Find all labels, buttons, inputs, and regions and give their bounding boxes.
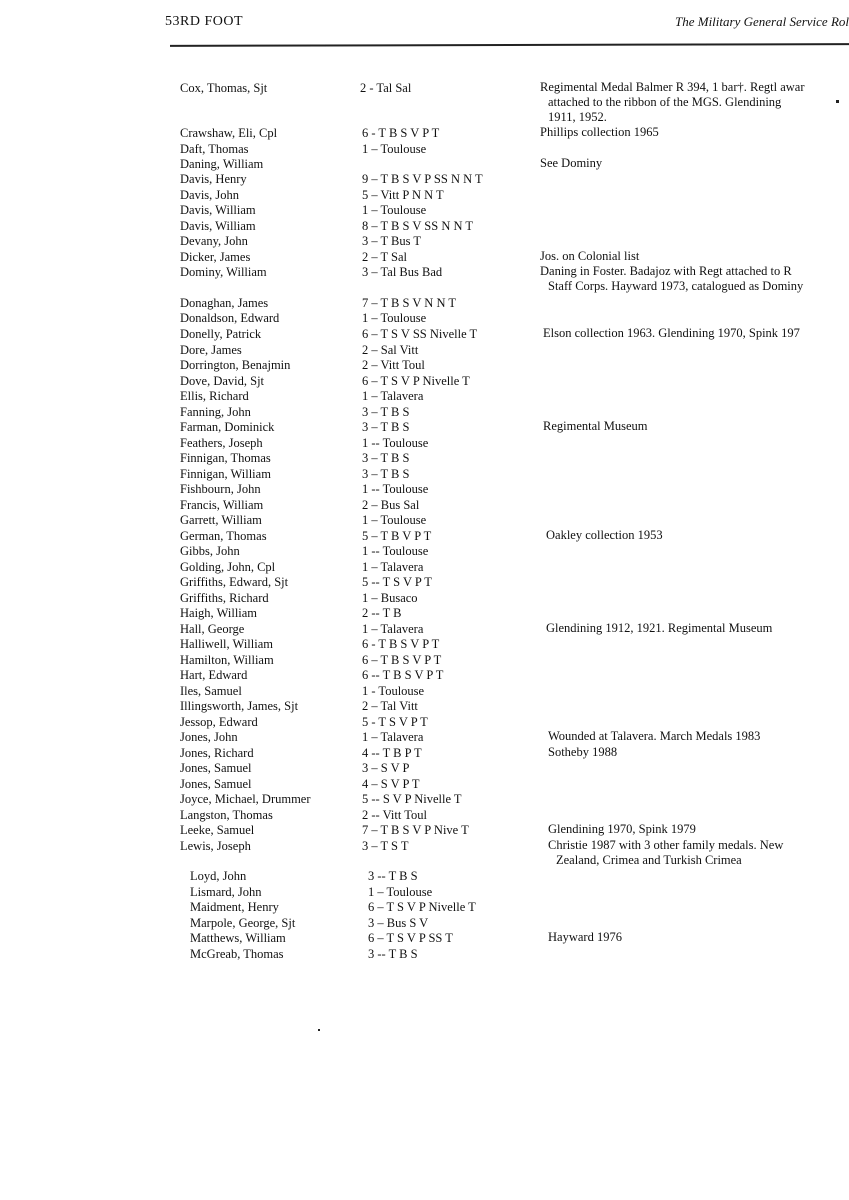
soldier-name: Daning, William	[180, 157, 264, 171]
soldier-name: Finnigan, Thomas	[180, 451, 271, 465]
note-line: Regimental Museum	[543, 419, 648, 433]
clasps: 3 -- T B S	[368, 947, 418, 961]
clasps: 2 - Tal Sal	[360, 81, 412, 95]
clasps: 3 – T B S	[362, 451, 410, 465]
roll-entry	[0, 590, 849, 606]
clasps: 2 – Vitt Toul	[362, 358, 425, 372]
soldier-name: Marpole, George, Sjt	[190, 916, 296, 930]
clasps: 2 – Tal Vitt	[362, 699, 418, 713]
soldier-name: Fishbourn, John	[180, 482, 261, 496]
roll-entry	[0, 868, 849, 884]
clasps: 6 - T B S V P T	[362, 637, 440, 651]
soldier-name: Lismard, John	[190, 885, 262, 899]
clasps: 3 – Bus S V	[368, 916, 429, 930]
clasps: 1 – Busaco	[362, 591, 418, 605]
clasps: 1 – Talavera	[362, 560, 424, 574]
clasps: 3 – T B S	[362, 467, 410, 481]
roll-entry	[0, 388, 849, 404]
soldier-name: Loyd, John	[190, 869, 247, 883]
provenance-note	[546, 528, 663, 543]
clasps: 2 – T Sal	[362, 250, 408, 264]
roll-entry	[0, 202, 849, 218]
clasps: 6 – T S V P Nivelle T	[368, 900, 476, 914]
clasps: 2 -- T B	[362, 606, 402, 620]
provenance-note	[540, 80, 805, 125]
roll-entry	[0, 233, 849, 249]
roll-entry	[0, 404, 849, 420]
clasps: 2 -- Vitt Toul	[362, 808, 427, 822]
clasps: 3 – Tal Bus Bad	[362, 265, 443, 279]
note-line: Hayward 1976	[548, 930, 622, 944]
roll-entry	[0, 357, 849, 373]
roll-entry	[0, 373, 849, 389]
provenance-note	[548, 930, 622, 945]
soldier-name: Davis, William	[180, 203, 256, 217]
roll-entry	[0, 915, 849, 931]
clasps: 3 – T B S	[362, 420, 410, 434]
soldier-name: Haigh, William	[180, 606, 258, 620]
soldier-name: Halliwell, William	[180, 637, 273, 651]
soldier-name: Golding, John, Cpl	[180, 560, 276, 574]
roll-entry	[0, 80, 849, 124]
roll-entry	[0, 559, 849, 575]
clasps: 5 – Vitt P N N T	[362, 188, 444, 202]
clasps: 7 – T B S V N N T	[362, 296, 457, 310]
clasps: 1 – Talavera	[362, 730, 424, 744]
soldier-name: Ellis, Richard	[180, 389, 249, 403]
provenance-note	[540, 264, 803, 294]
soldier-name: German, Thomas	[180, 529, 267, 543]
clasps: 1 - Toulouse	[362, 684, 425, 698]
roll-entry	[0, 543, 849, 559]
roll-entry	[0, 667, 849, 683]
roll-entry	[0, 342, 849, 358]
soldier-name: Daft, Thomas	[180, 142, 249, 156]
clasps: 6 -- T B S V P T	[362, 668, 444, 682]
note-line: Christie 1987 with 3 other family medals. New	[548, 838, 784, 852]
note-line: Jos. on Colonial list	[540, 249, 640, 263]
clasps: 5 -- S V P Nivelle T	[362, 792, 462, 806]
roll-entry	[0, 512, 849, 528]
soldier-name: Dorrington, Benajmin	[180, 358, 291, 372]
soldier-name: McGreab, Thomas	[190, 947, 284, 961]
page-section-title: 53RD FOOT	[165, 14, 244, 29]
soldier-name: Francis, William	[180, 498, 264, 512]
soldier-name: Jones, Richard	[180, 746, 254, 760]
clasps: 1 – Toulouse	[362, 311, 427, 325]
soldier-name: Davis, William	[180, 219, 256, 233]
note-line: See Dominy	[540, 156, 603, 170]
clasps: 4 -- T B P T	[362, 746, 422, 760]
clasps: 1 -- Toulouse	[362, 482, 429, 496]
soldier-name: Hamilton, William	[180, 653, 274, 667]
roll-entry	[0, 776, 849, 792]
clasps: 4 – S V P T	[362, 777, 420, 791]
note-line: Sotheby 1988	[548, 745, 618, 759]
roll-entry	[0, 326, 849, 342]
soldier-name: Maidment, Henry	[190, 900, 279, 914]
roll-entry	[0, 760, 849, 776]
clasps: 1 – Toulouse	[368, 885, 433, 899]
roll-entry	[0, 838, 849, 867]
soldier-name: Davis, Henry	[180, 172, 247, 186]
clasps: 3 – S V P	[362, 761, 410, 775]
note-line: Wounded at Talavera. March Medals 1983	[548, 729, 761, 743]
note-line: Zealand, Crimea and Turkish Crimea	[556, 853, 742, 867]
clasps: 1 – Toulouse	[362, 203, 427, 217]
roll-entry	[0, 899, 849, 915]
clasps: 1 – Toulouse	[362, 142, 427, 156]
roll-entry	[0, 807, 849, 823]
soldier-name: Illingsworth, James, Sjt	[180, 699, 299, 713]
soldier-name: Jessop, Edward	[180, 715, 258, 729]
provenance-note	[540, 125, 659, 140]
soldier-name: Leeke, Samuel	[180, 823, 255, 837]
soldier-name: Griffiths, Richard	[180, 591, 269, 605]
roll-entry	[0, 295, 849, 311]
soldier-name: Dore, James	[180, 343, 242, 357]
scan-speck	[318, 1029, 320, 1031]
soldier-name: Donaldson, Edward	[180, 311, 280, 325]
note-line: Glendining 1970, Spink 1979	[548, 822, 696, 836]
soldier-name: Feathers, Joseph	[180, 436, 263, 450]
roll-entry	[0, 187, 849, 203]
running-header-title: The Military General Service Rol	[674, 14, 849, 29]
soldier-name: Devany, John	[180, 234, 248, 248]
clasps: 6 – T S V SS Nivelle T	[362, 327, 478, 341]
roll-entry	[0, 435, 849, 451]
roll-entry	[0, 930, 849, 946]
roll-entry	[0, 497, 849, 513]
clasps: 3 – T B S	[362, 405, 410, 419]
soldier-name: Matthews, William	[190, 931, 286, 945]
soldier-name: Crawshaw, Eli, Cpl	[180, 126, 278, 140]
roll-entry	[0, 884, 849, 900]
clasps: 6 – T S V P Nivelle T	[362, 374, 470, 388]
roll-entry	[0, 605, 849, 621]
provenance-note	[546, 621, 772, 636]
provenance-note	[548, 838, 783, 868]
provenance-note	[543, 326, 800, 341]
roll-entry	[0, 450, 849, 466]
provenance-note	[543, 419, 648, 434]
clasps: 3 – T S T	[362, 839, 409, 853]
soldier-name: Lewis, Joseph	[180, 839, 251, 853]
soldier-name: Langston, Thomas	[180, 808, 273, 822]
scan-speck	[836, 100, 839, 103]
roll-entry	[0, 729, 849, 745]
clasps: 6 – T B S V P T	[362, 653, 442, 667]
note-line: Daning in Foster. Badajoz with Regt attached to R	[540, 264, 792, 278]
soldier-name: Dominy, William	[180, 265, 267, 279]
roll-entry	[0, 171, 849, 187]
clasps: 2 – Bus Sal	[362, 498, 420, 512]
clasps: 2 – Sal Vitt	[362, 343, 419, 357]
note-line: Regimental Medal Balmer R 394, 1 bar†. Regtl awar	[540, 80, 805, 94]
note-line: 1911, 1952.	[548, 110, 607, 124]
roll-entry	[0, 156, 849, 172]
roll-entry	[0, 249, 849, 265]
soldier-name: Dove, David, Sjt	[180, 374, 265, 388]
note-line: Glendining 1912, 1921. Regimental Museum	[546, 621, 773, 635]
clasps: 5 – T B V P T	[362, 529, 432, 543]
soldier-name: Joyce, Michael, Drummer	[180, 792, 311, 806]
clasps: 7 – T B S V P Nive T	[362, 823, 469, 837]
clasps: 5 - T S V P T	[362, 715, 428, 729]
soldier-name: Gibbs, John	[180, 544, 240, 558]
provenance-note	[548, 822, 696, 837]
roll-entry	[0, 621, 849, 637]
soldier-name: Jones, Samuel	[180, 777, 252, 791]
clasps: 5 -- T S V P T	[362, 575, 432, 589]
provenance-note	[540, 156, 602, 171]
clasps: 6 - T B S V P T	[362, 126, 440, 140]
soldier-name: Iles, Samuel	[180, 684, 242, 698]
clasps: 1 – Talavera	[362, 389, 424, 403]
roll-entry	[0, 125, 849, 141]
soldier-name: Cox, Thomas, Sjt	[180, 81, 268, 95]
soldier-name: Fanning, John	[180, 405, 251, 419]
roll-entry	[0, 574, 849, 590]
clasps: 3 – T Bus T	[362, 234, 422, 248]
roll-entry	[0, 310, 849, 326]
note-line: Elson collection 1963. Glendining 1970, Spink 197	[543, 326, 800, 340]
roll-entry	[0, 141, 849, 157]
roll-entry	[0, 528, 849, 544]
soldier-name: Jones, John	[180, 730, 238, 744]
roll-entry	[0, 218, 849, 234]
soldier-name: Donaghan, James	[180, 296, 269, 310]
roll-entry	[0, 466, 849, 482]
soldier-name: Donelly, Patrick	[180, 327, 262, 341]
clasps: 1 -- Toulouse	[362, 544, 429, 558]
roll-entry	[0, 745, 849, 761]
clasps: 1 -- Toulouse	[362, 436, 429, 450]
soldier-name: Davis, John	[180, 188, 240, 202]
soldier-name: Dicker, James	[180, 250, 251, 264]
header-rule	[170, 43, 849, 47]
roll-entry	[0, 683, 849, 699]
soldier-name: Garrett, William	[180, 513, 262, 527]
roll-entry	[0, 481, 849, 497]
roll-entry	[0, 419, 849, 435]
note-line: attached to the ribbon of the MGS. Glendining	[548, 95, 782, 109]
provenance-note	[548, 745, 617, 760]
roll-entry	[0, 714, 849, 730]
roll-entry	[0, 791, 849, 807]
roll-entry	[0, 264, 849, 293]
clasps: 3 -- T B S	[368, 869, 418, 883]
note-line: Staff Corps. Hayward 1973, catalogued as Dominy	[548, 279, 804, 293]
clasps: 1 – Talavera	[362, 622, 424, 636]
clasps: 9 – T B S V P SS N N T	[362, 172, 483, 186]
roll-entry	[0, 822, 849, 838]
soldier-name: Finnigan, William	[180, 467, 271, 481]
note-line: Phillips collection 1965	[540, 125, 659, 139]
roll-entry	[0, 698, 849, 714]
clasps: 8 – T B S V SS N N T	[362, 219, 474, 233]
soldier-name: Hall, George	[180, 622, 245, 636]
soldier-name: Jones, Samuel	[180, 761, 252, 775]
soldier-name: Farman, Dominick	[180, 420, 275, 434]
provenance-note	[548, 729, 760, 744]
clasps: 6 – T S V P SS T	[368, 931, 453, 945]
soldier-name: Hart, Edward	[180, 668, 248, 682]
roll-entry	[0, 652, 849, 668]
soldier-name: Griffiths, Edward, Sjt	[180, 575, 289, 589]
provenance-note	[540, 249, 639, 264]
roll-entry	[0, 946, 849, 962]
roll-entry	[0, 636, 849, 652]
clasps: 1 – Toulouse	[362, 513, 427, 527]
note-line: Oakley collection 1953	[546, 528, 663, 542]
